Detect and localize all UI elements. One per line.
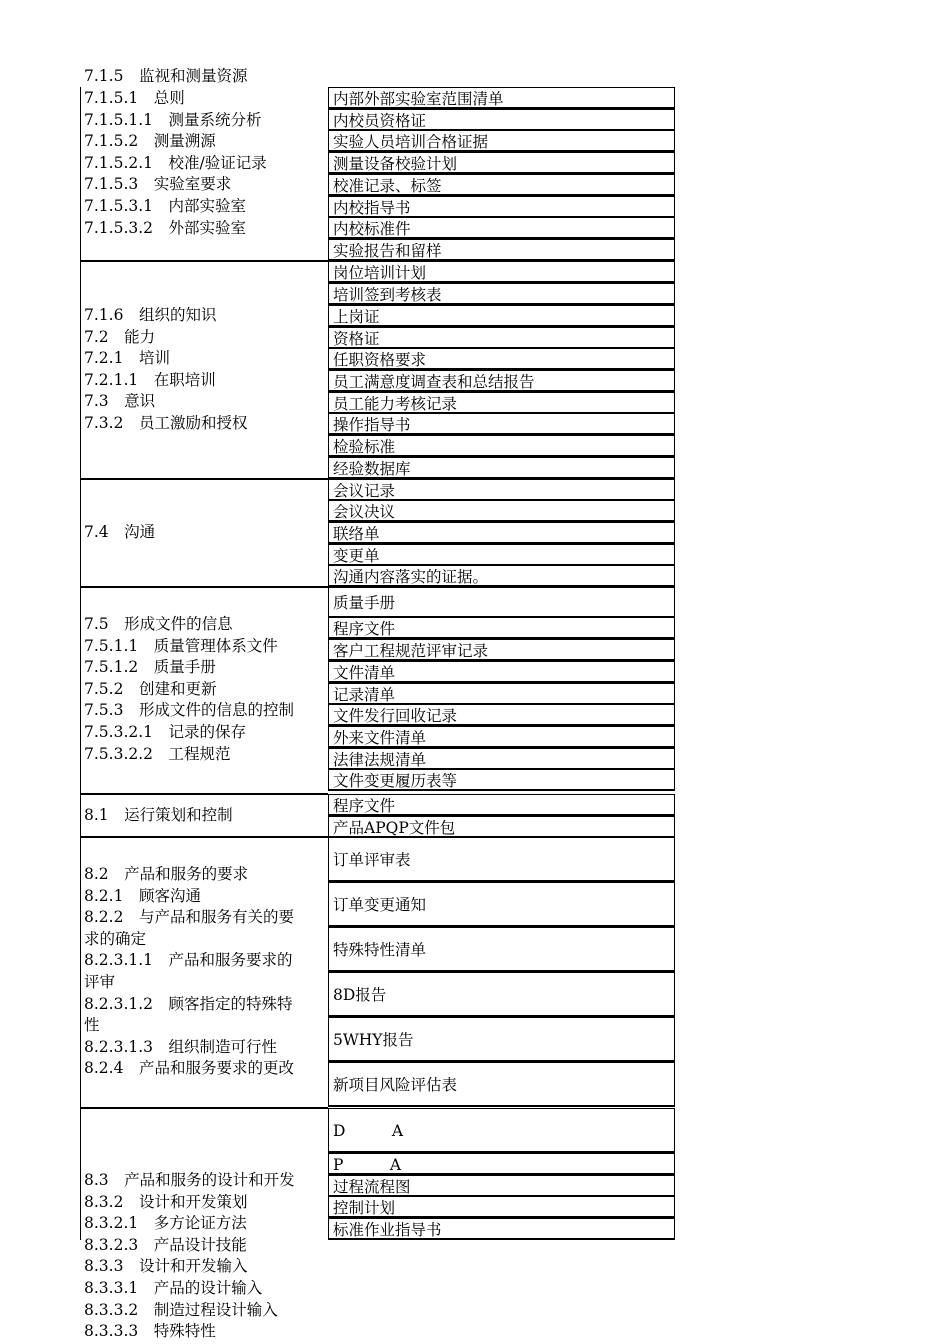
record-cell: 客户工程规范评审记录 <box>328 639 675 661</box>
clause-line: 8.2.2 与产品和服务有关的要 <box>84 908 294 927</box>
group-divider <box>80 260 328 262</box>
clause-line: 8.2.1 顾客沟通 <box>84 886 201 905</box>
clause-line: 7.1.5.2 测量溯源 <box>84 132 216 151</box>
record-cell: 程序文件 <box>328 617 675 639</box>
clause-line: 8.2 产品和服务的要求 <box>84 865 249 883</box>
clause-line: 7.5.1.1 质量管理体系文件 <box>84 636 278 655</box>
clause-list-1 <box>84 88 327 239</box>
record-cell: 实验报告和留样 <box>328 239 675 261</box>
record-cell: 任职资格要求 <box>328 348 675 370</box>
record-cell: 沟通内容落实的证据。 <box>328 565 675 587</box>
record-cell: 员工满意度调查表和总结报告 <box>328 370 675 392</box>
record-cell: 实验人员培训合格证据 <box>328 130 675 152</box>
record-cell: 过程流程图 <box>328 1175 675 1197</box>
group-divider <box>80 1107 328 1109</box>
record-cell: 检验标准 <box>328 435 675 457</box>
clause-line: 7.1.6 组织的知识 <box>84 306 217 324</box>
clause-line: 7.5.3 形成文件的信息的控制 <box>84 701 294 720</box>
group-divider <box>80 793 328 795</box>
clause-line: 8.2.3.1.1 产品和服务要求的 <box>84 951 293 970</box>
record-cell: 会议记录 <box>328 479 675 501</box>
clause-line: 7.2.1.1 在职培训 <box>84 370 216 389</box>
record-cell: 内校指导书 <box>328 196 675 218</box>
clause-list-4 <box>84 614 327 765</box>
clause-line: 7.5.2 创建和更新 <box>84 679 217 698</box>
record-cell: 5WHY报告 <box>328 1017 675 1062</box>
clause-list-2 <box>84 305 327 435</box>
clause-line: 8.2.4 产品和服务要求的更改 <box>84 1059 294 1078</box>
clause-line: 7.1.5.1 总则 <box>84 89 185 107</box>
clause-line: 7.5.3.2.1 记录的保存 <box>84 722 247 741</box>
record-cell: 控制计划 <box>328 1196 675 1218</box>
clause-line: 7.3.2 员工激励和授权 <box>84 413 248 432</box>
clause-list-6 <box>84 864 327 1080</box>
clause-line: 7.4 沟通 <box>84 523 156 541</box>
clause-line: 7.1.5.3.2 外部实验室 <box>84 218 247 237</box>
clause-line: 8.3.2 设计和开发策划 <box>84 1192 248 1211</box>
clause-list-7 <box>84 1170 327 1343</box>
clause-line: 8.3.3 设计和开发输入 <box>84 1257 248 1276</box>
group-divider <box>80 836 328 838</box>
record-cell: D A <box>328 1108 675 1153</box>
clause-line: 7.2.1 培训 <box>84 349 170 368</box>
clause-list-5 <box>84 805 327 827</box>
record-cell: 测量设备校验计划 <box>328 152 675 174</box>
record-cell: 文件清单 <box>328 661 675 683</box>
clause-line: 评审 <box>84 972 116 991</box>
record-cell: 订单评审表 <box>328 837 675 882</box>
record-cell: 文件变更履历表等 <box>328 769 675 791</box>
clause-line: 8.2.3.1.2 顾客指定的特殊特 <box>84 994 293 1013</box>
group-divider <box>80 586 328 588</box>
record-cell: 法律法规清单 <box>328 748 675 770</box>
clause-line: 8.3.2.3 产品设计技能 <box>84 1235 247 1254</box>
record-cell: 标准作业指导书 <box>328 1218 675 1240</box>
clause-line: 性 <box>84 1016 100 1035</box>
section-heading: 7.1.5 监视和测量资源 <box>84 67 248 85</box>
record-cell: 特殊特性清单 <box>328 927 675 972</box>
clause-line: 7.1.5.3.1 内部实验室 <box>84 196 247 215</box>
record-cell: 上岗证 <box>328 305 675 327</box>
left-border <box>80 87 81 1240</box>
clause-line: 7.2 能力 <box>84 327 156 346</box>
record-cell: 岗位培训计划 <box>328 261 675 283</box>
record-cell: 联络单 <box>328 522 675 544</box>
clause-line: 7.1.5.1.1 测量系统分析 <box>84 110 262 129</box>
record-cell: 校准记录、标签 <box>328 174 675 196</box>
record-cell: 记录清单 <box>328 683 675 705</box>
record-cell: 资格证 <box>328 327 675 349</box>
record-cell: 培训签到考核表 <box>328 283 675 305</box>
record-cell: 内校员资格证 <box>328 109 675 131</box>
record-cell: 8D报告 <box>328 972 675 1017</box>
clause-line: 8.3.3.2 制造过程设计输入 <box>84 1300 278 1319</box>
clause-line: 7.5.3.2.2 工程规范 <box>84 744 231 763</box>
clause-line: 8.3.2.1 多方论证方法 <box>84 1214 247 1233</box>
clause-line: 7.3 意识 <box>84 392 156 411</box>
record-cell: 会议决议 <box>328 500 675 522</box>
clause-line: 8.3 产品和服务的设计和开发 <box>84 1171 295 1189</box>
record-cell: 员工能力考核记录 <box>328 392 675 414</box>
clause-list-3 <box>84 522 327 544</box>
clause-line: 8.1 运行策划和控制 <box>84 806 233 824</box>
record-cell: 产品APQP文件包 <box>328 816 675 838</box>
record-cell: P A <box>328 1153 675 1175</box>
clause-line: 求的确定 <box>84 929 147 948</box>
record-cell: 外来文件清单 <box>328 726 675 748</box>
clause-line: 8.3.3.1 产品的设计输入 <box>84 1278 263 1297</box>
clause-line: 7.5 形成文件的信息 <box>84 615 233 633</box>
record-cell: 操作指导书 <box>328 413 675 435</box>
record-cell: 文件发行回收记录 <box>328 704 675 726</box>
record-cell: 内部外部实验室范围清单 <box>328 87 675 109</box>
group-divider <box>80 478 328 480</box>
clause-line: 7.1.5.3 实验室要求 <box>84 175 232 194</box>
record-cell: 内校标准件 <box>328 217 675 239</box>
record-cell: 新项目风险评估表 <box>328 1062 675 1107</box>
clause-line: 8.3.3.3 特殊特性 <box>84 1322 216 1341</box>
record-cell: 订单变更通知 <box>328 882 675 927</box>
clause-line: 7.5.1.2 质量手册 <box>84 658 216 677</box>
record-cell: 程序文件 <box>328 794 675 816</box>
record-cell: 质量手册 <box>328 587 675 618</box>
record-cell: 变更单 <box>328 544 675 566</box>
clause-line: 7.1.5.2.1 校准/验证记录 <box>84 153 267 172</box>
record-cell: 经验数据库 <box>328 457 675 479</box>
clause-line: 8.2.3.1.3 组织制造可行性 <box>84 1037 278 1056</box>
